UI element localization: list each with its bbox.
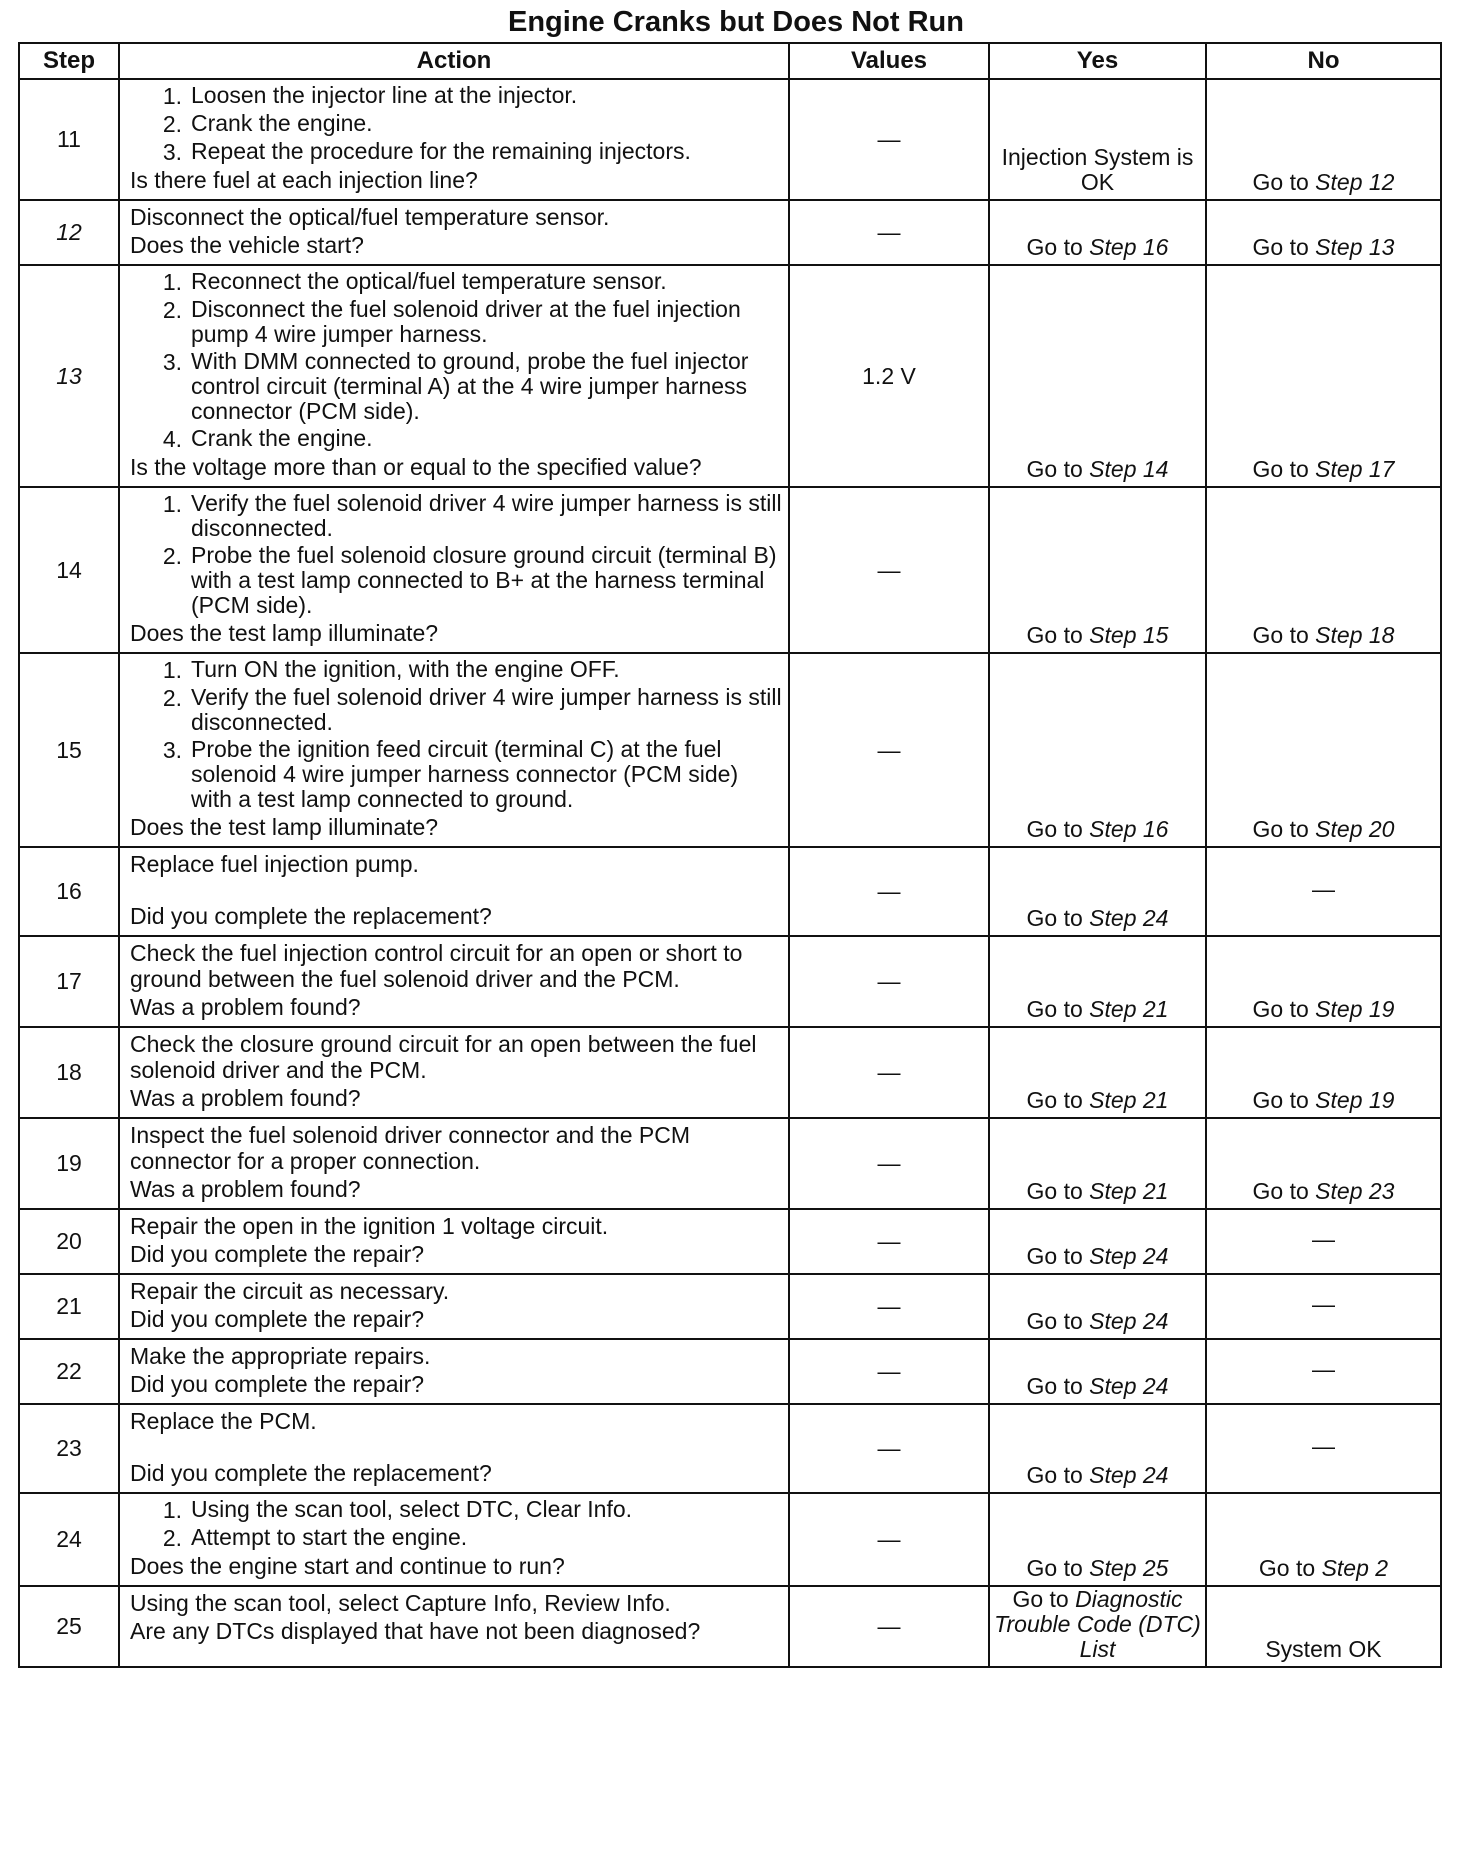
step-reference: Step 19 <box>1315 996 1395 1022</box>
no-cell: Go to Step 2 <box>1206 1493 1441 1586</box>
yes-cell: Go to Step 21 <box>989 1027 1206 1118</box>
action-question: Does the test lamp illuminate? <box>130 620 439 646</box>
step-reference: Step 13 <box>1315 234 1395 260</box>
action-text: Inspect the fuel solenoid driver connector and the PCM connector for a proper connection. <box>130 1122 690 1174</box>
values-cell: 1.2 V <box>789 265 989 487</box>
yes-cell: Go to Step 15 <box>989 487 1206 653</box>
item-number: 3. <box>162 737 182 763</box>
action-cell <box>119 1027 789 1118</box>
values-cell: — <box>789 847 989 936</box>
step-reference: Step 16 <box>1089 234 1169 260</box>
step-reference: Step 23 <box>1315 1178 1395 1204</box>
action-step-item <box>130 349 782 424</box>
action-text: Repair the open in the ignition 1 voltage circuit. <box>130 1213 609 1239</box>
no-cell: — <box>1206 1274 1441 1339</box>
step-number: 12 <box>19 200 119 265</box>
step-reference: Step 24 <box>1089 1462 1169 1488</box>
table-row <box>19 1339 1441 1404</box>
step-reference: Step 16 <box>1089 816 1169 842</box>
spacer <box>130 1434 782 1460</box>
yes-cell: Go to Step 21 <box>989 1118 1206 1209</box>
table-body <box>19 79 1441 1667</box>
item-number: 3. <box>162 139 182 165</box>
action-cell <box>119 847 789 936</box>
action-question: Did you complete the repair? <box>130 1371 425 1397</box>
action-step-item <box>130 1525 782 1551</box>
item-number: 3. <box>162 349 182 375</box>
action-text: Check the closure ground circuit for an open between the fuel solenoid driver and the PCM. <box>130 1031 757 1083</box>
action-question: Is the voltage more than or equal to the specified value? <box>130 454 702 480</box>
action-step-item <box>130 685 782 735</box>
action-question: Is there fuel at each injection line? <box>130 167 478 193</box>
item-text: Crank the engine. <box>191 425 373 451</box>
action-cell <box>119 1209 789 1274</box>
step-number: 11 <box>19 79 119 200</box>
action-text: Check the fuel injection control circuit for an open or short to ground between the fuel solenoid driver and the PCM. <box>130 940 743 992</box>
item-number: 2. <box>162 685 182 711</box>
step-reference: Step 24 <box>1089 905 1169 931</box>
step-reference: Step 24 <box>1089 1373 1169 1399</box>
yes-cell: Go to Step 14 <box>989 265 1206 487</box>
values-cell: — <box>789 653 989 847</box>
header-yes: Yes <box>989 43 1206 79</box>
action-step-item <box>130 543 782 618</box>
item-text: With DMM connected to ground, probe the fuel injector control circuit (terminal A) at the 4 wire jumper harness connector (PCM side). <box>191 348 749 424</box>
action-cell <box>119 653 789 847</box>
item-text: Verify the fuel solenoid driver 4 wire jumper harness is still disconnected. <box>191 684 782 735</box>
values-cell: — <box>789 1027 989 1118</box>
step-reference: Step 14 <box>1089 456 1169 482</box>
item-text: Loosen the injector line at the injector. <box>191 82 578 108</box>
action-text: Repair the circuit as necessary. <box>130 1278 450 1304</box>
step-number: 22 <box>19 1339 119 1404</box>
item-number: 2. <box>162 297 182 323</box>
item-number: 1. <box>162 83 182 109</box>
action-step-item <box>130 491 782 541</box>
step-reference: Step 20 <box>1315 816 1395 842</box>
action-question: Did you complete the repair? <box>130 1241 425 1267</box>
action-step-item <box>130 1497 782 1523</box>
action-text: Make the appropriate repairs. <box>130 1343 431 1369</box>
item-number: 1. <box>162 1497 182 1523</box>
values-cell: — <box>789 200 989 265</box>
action-text: Using the scan tool, select Capture Info, Review Info. <box>130 1590 671 1616</box>
item-number: 2. <box>162 543 182 569</box>
item-text: Probe the ignition feed circuit (terminal C) at the fuel solenoid 4 wire jumper harness connector (PCM side) with a test lamp connected to ground. <box>191 736 739 812</box>
values-cell: — <box>789 79 989 200</box>
action-cell <box>119 1118 789 1209</box>
step-number: 18 <box>19 1027 119 1118</box>
no-cell: Go to Step 18 <box>1206 487 1441 653</box>
action-step-item <box>130 426 782 452</box>
dtc-list-reference: Diagnostic Trouble Code (DTC) List <box>994 1586 1201 1662</box>
action-question: Does the engine start and continue to run? <box>130 1553 565 1579</box>
step-reference: Step 25 <box>1089 1555 1169 1581</box>
no-cell: Go to Step 13 <box>1206 200 1441 265</box>
step-reference: Step 15 <box>1089 622 1169 648</box>
yes-cell: Go to Step 21 <box>989 936 1206 1027</box>
action-cell <box>119 265 789 487</box>
item-text: Verify the fuel solenoid driver 4 wire jumper harness is still disconnected. <box>191 490 782 541</box>
step-number: 24 <box>19 1493 119 1586</box>
no-cell: — <box>1206 847 1441 936</box>
step-number: 23 <box>19 1404 119 1493</box>
step-reference: Step 18 <box>1315 622 1395 648</box>
action-step-item <box>130 737 782 812</box>
table-row <box>19 1027 1441 1118</box>
action-cell <box>119 1493 789 1586</box>
yes-cell: Go to Step 24 <box>989 1274 1206 1339</box>
table-row <box>19 200 1441 265</box>
yes-cell: Go to Step 16 <box>989 653 1206 847</box>
item-number: 1. <box>162 657 182 683</box>
no-cell: Go to Step 19 <box>1206 936 1441 1027</box>
item-text: Attempt to start the engine. <box>191 1524 468 1550</box>
item-text: Crank the engine. <box>191 110 373 136</box>
page-title: Engine Cranks but Does Not Run <box>508 6 964 38</box>
yes-cell: Go to Step 24 <box>989 1209 1206 1274</box>
values-cell: — <box>789 487 989 653</box>
yes-cell: Go to Step 25 <box>989 1493 1206 1586</box>
header-step: Step <box>19 43 119 79</box>
action-text: Replace fuel injection pump. <box>130 851 419 877</box>
action-question: Did you complete the replacement? <box>130 1460 492 1486</box>
action-question: Did you complete the repair? <box>130 1306 425 1332</box>
no-cell: Go to Step 19 <box>1206 1027 1441 1118</box>
step-reference: Step 12 <box>1315 169 1395 195</box>
step-number: 21 <box>19 1274 119 1339</box>
item-text: Reconnect the optical/fuel temperature sensor. <box>191 268 667 294</box>
action-step-item <box>130 657 782 683</box>
item-number: 2. <box>162 111 182 137</box>
no-cell: System OK <box>1206 1586 1441 1667</box>
step-number: 20 <box>19 1209 119 1274</box>
step-reference: Step 19 <box>1315 1087 1395 1113</box>
table-row <box>19 1118 1441 1209</box>
yes-cell: Injection System is OK <box>989 79 1206 200</box>
yes-cell: Go to Step 24 <box>989 1404 1206 1493</box>
item-number: 2. <box>162 1525 182 1551</box>
action-question: Are any DTCs displayed that have not been diagnosed? <box>130 1618 701 1644</box>
step-reference: Step 21 <box>1089 996 1169 1022</box>
item-text: Using the scan tool, select DTC, Clear Info. <box>191 1496 633 1522</box>
action-cell <box>119 936 789 1027</box>
table-row <box>19 1404 1441 1493</box>
values-cell: — <box>789 936 989 1027</box>
table-row <box>19 1209 1441 1274</box>
no-cell: Go to Step 12 <box>1206 79 1441 200</box>
step-number: 17 <box>19 936 119 1027</box>
item-text: Probe the fuel solenoid closure ground circuit (terminal B) with a test lamp connected to B+ at the harness terminal (PCM side). <box>191 542 777 618</box>
table-row <box>19 79 1441 200</box>
item-number: 1. <box>162 491 182 517</box>
step-number: 25 <box>19 1586 119 1667</box>
action-cell <box>119 79 789 200</box>
values-cell: — <box>789 1274 989 1339</box>
item-number: 4. <box>162 426 182 452</box>
yes-cell: Go to Diagnostic Trouble Code (DTC) List <box>989 1586 1206 1667</box>
values-cell: — <box>789 1118 989 1209</box>
step-number: 14 <box>19 487 119 653</box>
action-question: Was a problem found? <box>130 1176 361 1202</box>
step-reference: Step 2 <box>1321 1555 1389 1581</box>
action-text: Disconnect the optical/fuel temperature sensor. <box>130 204 610 230</box>
action-question: Did you complete the replacement? <box>130 903 492 929</box>
diagnostic-table <box>18 42 1442 1668</box>
yes-cell: Go to Step 24 <box>989 847 1206 936</box>
action-cell <box>119 200 789 265</box>
action-step-item <box>130 83 782 109</box>
table-row <box>19 936 1441 1027</box>
no-cell: Go to Step 17 <box>1206 265 1441 487</box>
step-reference: Step 24 <box>1089 1308 1169 1334</box>
yes-cell: Go to Step 16 <box>989 200 1206 265</box>
action-step-item <box>130 111 782 137</box>
values-cell: — <box>789 1586 989 1667</box>
header-action: Action <box>119 43 789 79</box>
values-cell: — <box>789 1339 989 1404</box>
item-text: Repeat the procedure for the remaining injectors. <box>191 138 691 164</box>
action-text: Replace the PCM. <box>130 1408 317 1434</box>
action-question: Does the vehicle start? <box>130 232 364 258</box>
step-reference: Step 21 <box>1089 1178 1169 1204</box>
action-cell <box>119 1404 789 1493</box>
table-row <box>19 1586 1441 1667</box>
table-row <box>19 653 1441 847</box>
action-cell <box>119 1339 789 1404</box>
action-question: Was a problem found? <box>130 994 361 1020</box>
no-cell: — <box>1206 1339 1441 1404</box>
step-reference: Step 24 <box>1089 1243 1169 1269</box>
no-cell: — <box>1206 1209 1441 1274</box>
action-cell <box>119 1274 789 1339</box>
item-text: Disconnect the fuel solenoid driver at the fuel injection pump 4 wire jumper harness. <box>191 296 741 347</box>
item-text: Turn ON the ignition, with the engine OFF. <box>191 656 620 682</box>
step-reference: Step 21 <box>1089 1087 1169 1113</box>
spacer <box>130 877 782 903</box>
action-cell <box>119 487 789 653</box>
no-cell: — <box>1206 1404 1441 1493</box>
table-row <box>19 847 1441 936</box>
table-row <box>19 1274 1441 1339</box>
step-number: 16 <box>19 847 119 936</box>
values-cell: — <box>789 1493 989 1586</box>
step-number: 19 <box>19 1118 119 1209</box>
step-number: 13 <box>19 265 119 487</box>
action-cell <box>119 1586 789 1667</box>
values-cell: — <box>789 1209 989 1274</box>
no-cell: Go to Step 20 <box>1206 653 1441 847</box>
yes-cell: Go to Step 24 <box>989 1339 1206 1404</box>
table-row <box>19 1493 1441 1586</box>
header-values: Values <box>789 43 989 79</box>
no-cell: Go to Step 23 <box>1206 1118 1441 1209</box>
action-step-item <box>130 269 782 295</box>
header-row <box>19 43 1441 79</box>
header-no: No <box>1206 43 1441 79</box>
values-cell: — <box>789 1404 989 1493</box>
action-step-item <box>130 297 782 347</box>
table-row <box>19 265 1441 487</box>
item-number: 1. <box>162 269 182 295</box>
action-step-item <box>130 139 782 165</box>
table-row <box>19 487 1441 653</box>
step-reference: Step 17 <box>1315 456 1395 482</box>
step-number: 15 <box>19 653 119 847</box>
action-question: Was a problem found? <box>130 1085 361 1111</box>
action-question: Does the test lamp illuminate? <box>130 814 439 840</box>
